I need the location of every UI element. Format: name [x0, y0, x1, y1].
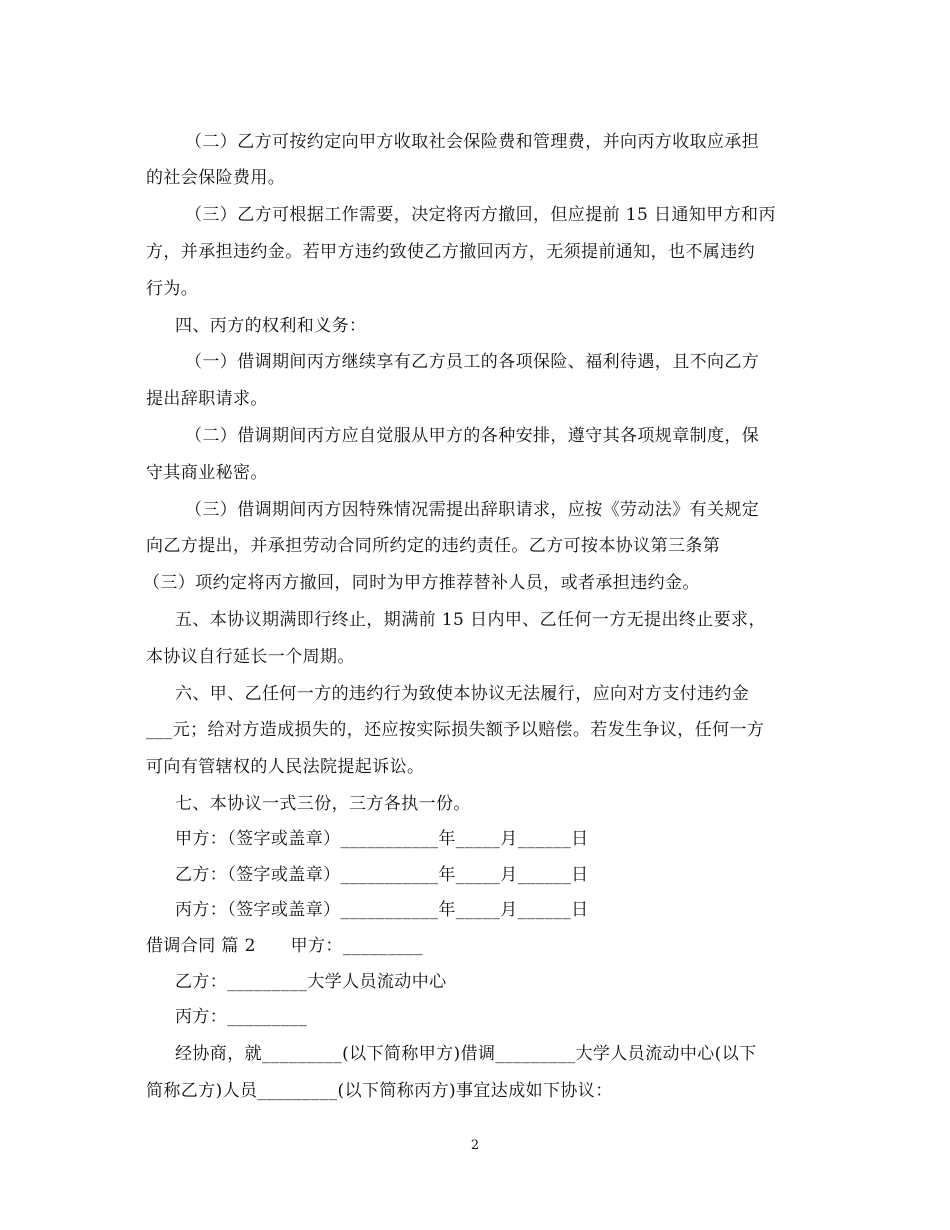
paragraph-line: 本协议自行延长一个周期。: [146, 647, 355, 667]
paragraph-line: 经协商，就_________(以下简称甲方)借调_________大学人员流动中心(以下: [175, 1044, 757, 1064]
party-line: 丙方：_________: [175, 1007, 308, 1027]
paragraph-line: 六、甲、乙任何一方的违约行为致使本协议无法履行，应向对方支付违约金: [175, 684, 750, 704]
party-line: 乙方：_________大学人员流动中心: [175, 972, 447, 992]
paragraph-line: （一）借调期间丙方继续享有乙方员工的各项保险、福利待遇，且不向乙方: [185, 352, 760, 372]
signature-line-party-b: 乙方：（签字或盖章）___________年_____月______日: [175, 865, 589, 885]
paragraph-line: 方，并承担违约金。若甲方违约致使乙方撤回丙方，无须提前通知，也不属违约: [146, 242, 755, 262]
paragraph-line: 简称乙方)人员_________(以下简称丙方)事宜达成如下协议：: [146, 1081, 613, 1101]
paragraph-line: 七、本协议一式三份，三方各执一份。: [175, 794, 471, 814]
signature-line-party-a: 甲方：（签字或盖章）___________年_____月______日: [175, 829, 589, 849]
paragraph-line: 可向有管辖权的人民法院提起诉讼。: [146, 757, 425, 777]
signature-line-party-c: 丙方：（签字或盖章）___________年_____月______日: [175, 900, 589, 920]
paragraph-line: 提出辞职请求。: [146, 389, 268, 409]
page-number: 2: [470, 1138, 480, 1153]
paragraph-line: （三）乙方可根据工作需要，决定将丙方撤回，但应提前 15 日通知甲方和丙: [185, 205, 776, 225]
paragraph-line: （二）借调期间丙方应自觉服从甲方的各种安排，遵守其各项规章制度，保: [185, 426, 760, 446]
paragraph-line: 行为。: [146, 279, 199, 299]
paragraph-line: （二）乙方可按约定向甲方收取社会保险费和管理费，并向丙方收取应承担: [185, 132, 760, 152]
paragraph-line: ___元；给对方造成损失的，还应按实际损失额予以赔偿。若发生争议，任何一方: [146, 720, 765, 740]
paragraph-line: （三）借调期间丙方因特殊情况需提出辞职请求，应按《劳动法》有关规定: [185, 500, 760, 520]
paragraph-line: 的社会保险费用。: [146, 168, 286, 188]
section-title: 借调合同 篇 2 甲方：_________: [146, 936, 423, 956]
paragraph-line: 五、本协议期满即行终止，期满前 15 日内甲、乙任何一方无提出终止要求，: [175, 610, 766, 630]
paragraph-line: 向乙方提出，并承担劳动合同所约定的违约责任。乙方可按本协议第三条第: [146, 536, 721, 556]
section-heading: 四、丙方的权利和义务：: [175, 316, 367, 336]
paragraph-line: 守其商业秘密。: [146, 463, 268, 483]
paragraph-line: （三）项约定将丙方撤回，同时为甲方推荐替补人员，或者承担违约金。: [143, 573, 700, 593]
